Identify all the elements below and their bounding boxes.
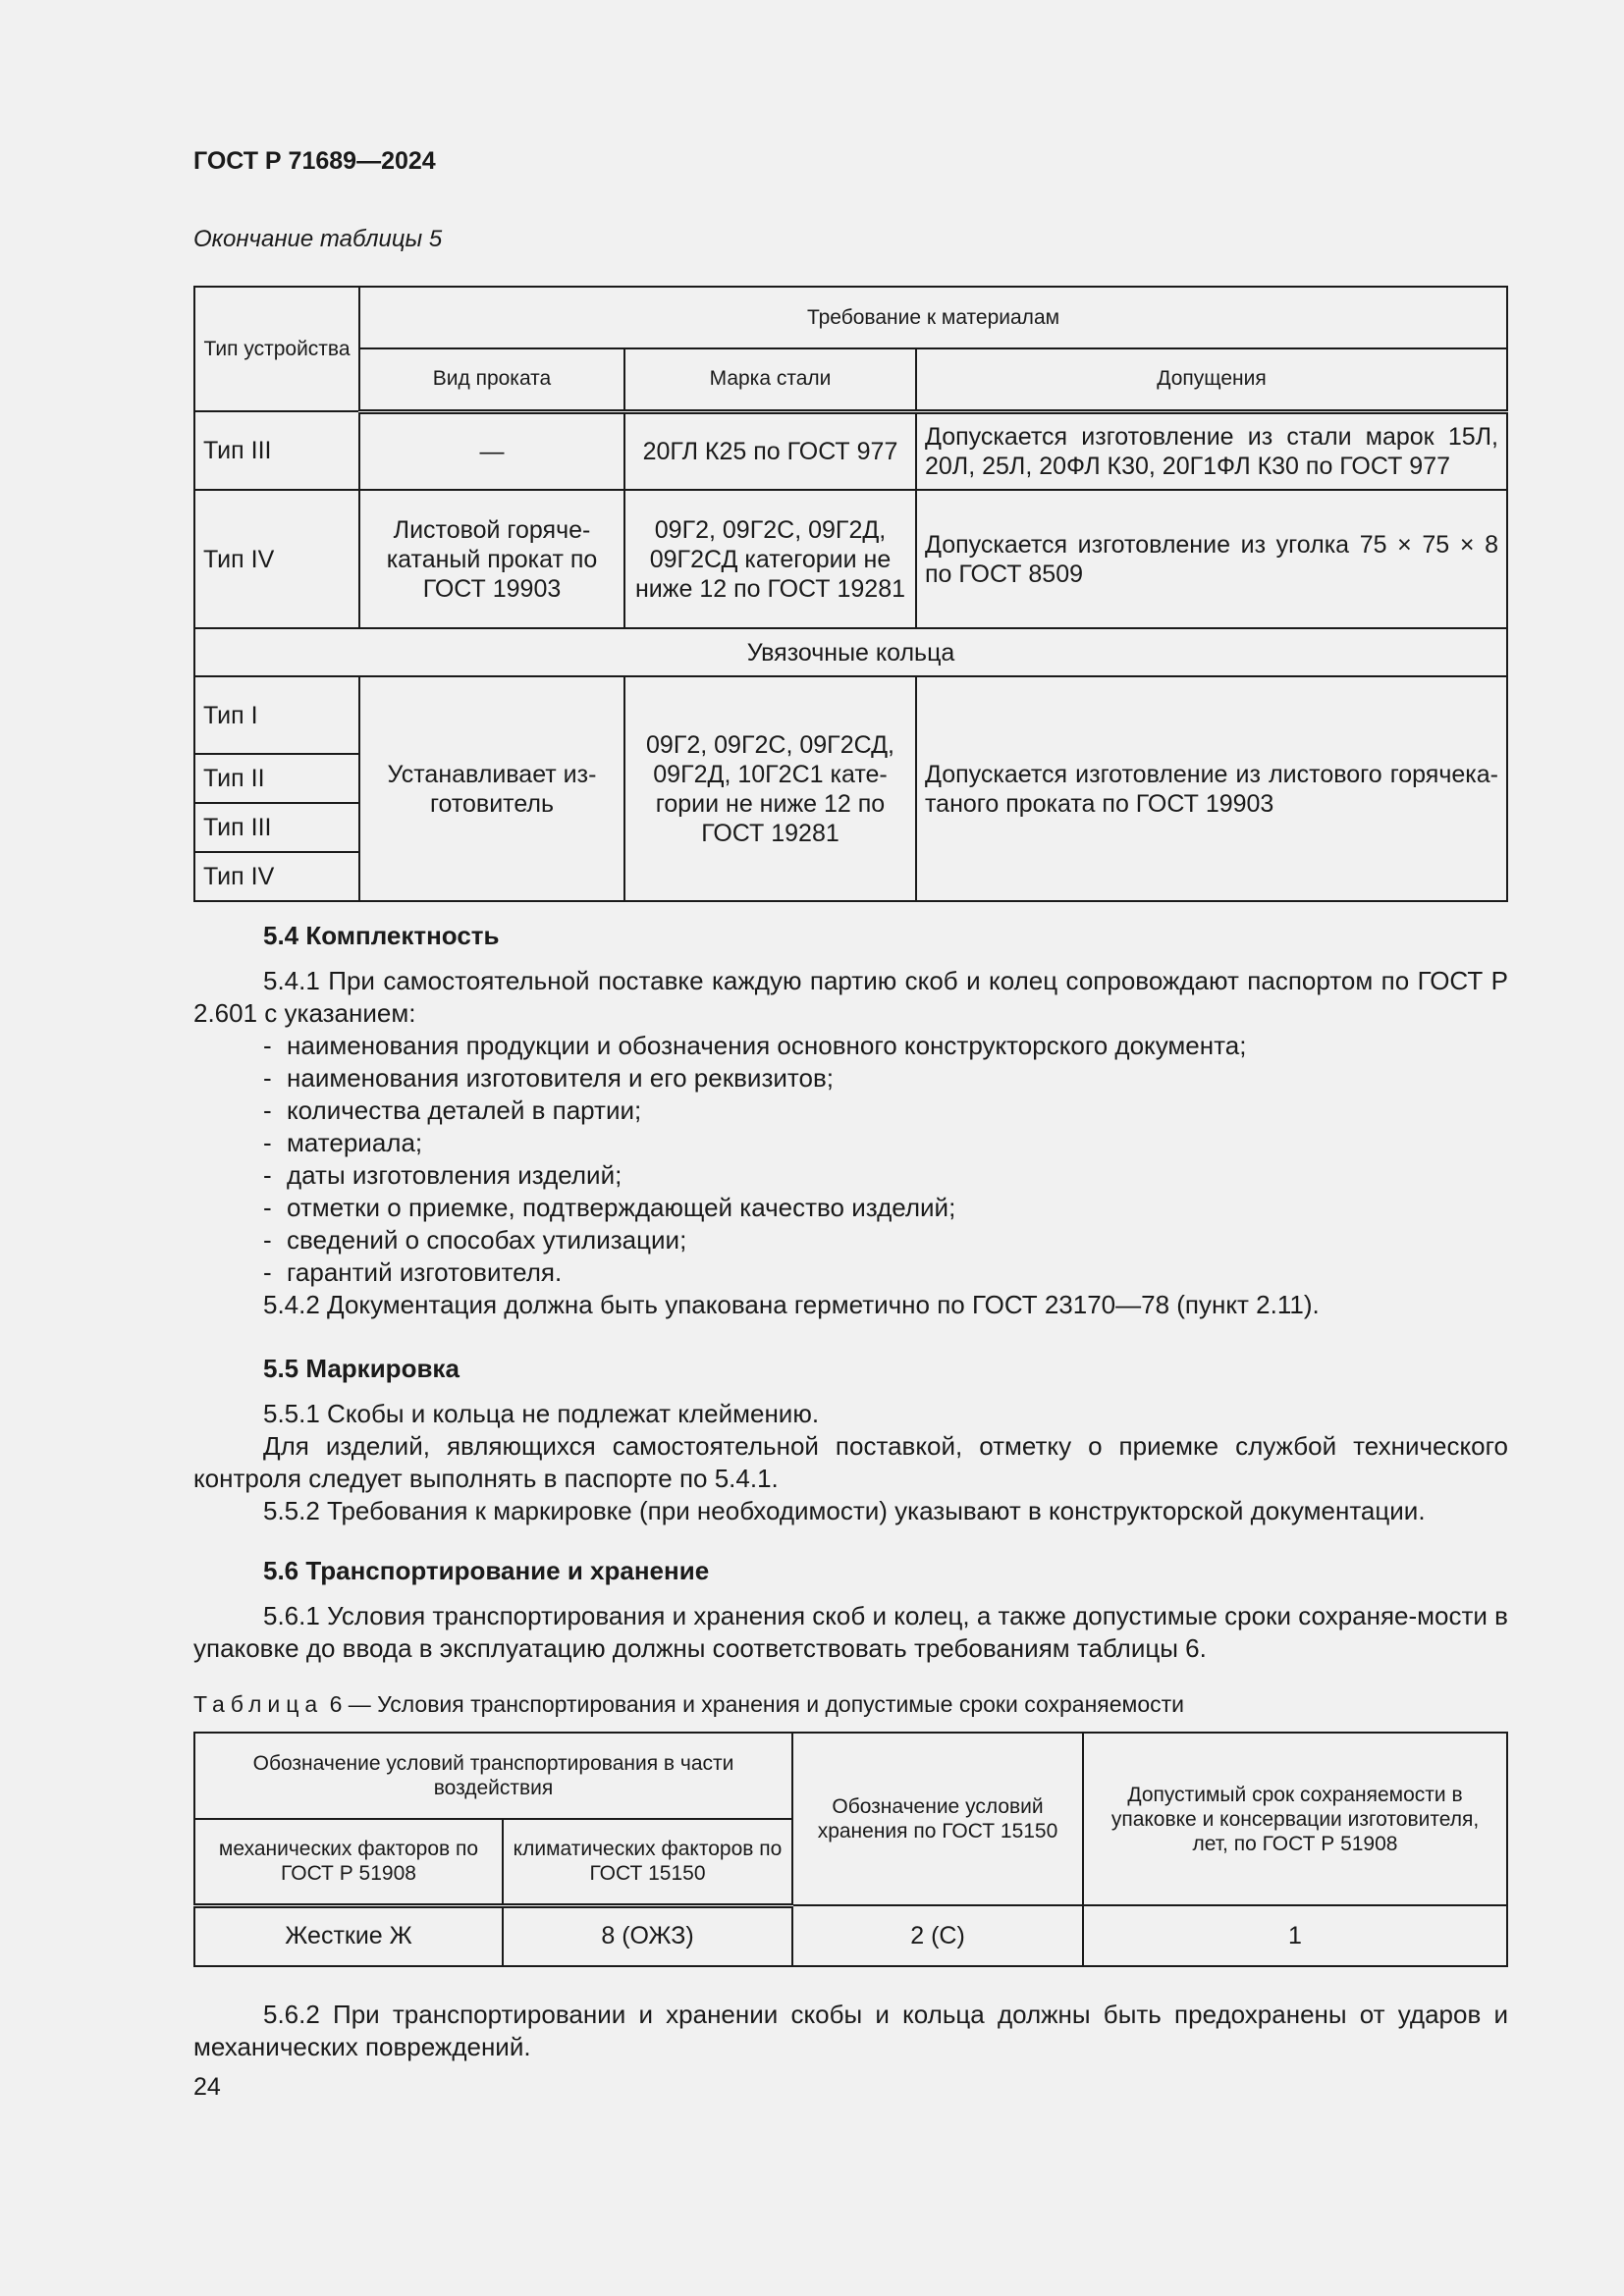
cell-rolled: —: [359, 411, 624, 490]
page-number: 24: [193, 2073, 221, 2101]
header-allowances: Допущения: [916, 348, 1507, 411]
list-item: - отметки о приемке, подтверждающей качество изделий;: [263, 1193, 956, 1222]
cell-type: Тип IV: [194, 490, 359, 628]
table-6: [193, 1732, 1508, 1967]
section-5-6: [193, 1555, 1508, 1665]
section-5-5: [193, 1353, 1508, 1527]
section-title: 5.4 Комплектность: [263, 921, 500, 950]
paragraph: 5.6.2 При транспортировании и хранении скобы и кольца должны быть предохранены от ударов и механических повреждений.: [193, 2000, 1508, 2061]
cell-type: Тип III: [194, 411, 359, 490]
cell-type: Тип I: [194, 676, 359, 754]
list-item: - сведений о способах утилизации;: [263, 1225, 687, 1255]
header-mech: механических факторов по ГОСТ Р 51908: [194, 1819, 503, 1905]
cell-rolled: Листовой горяче-катаный прокат по ГОСТ 19903: [359, 490, 624, 628]
header-requirement: Требование к материалам: [359, 287, 1507, 348]
table-continuation-label: Окончание таблицы 5: [193, 226, 443, 252]
requirements-list: [193, 1030, 1508, 1289]
cell-steel: 20ГЛ К25 по ГОСТ 977: [624, 411, 916, 490]
section-title: 5.6 Транспортирование и хранение: [263, 1556, 710, 1585]
document-code: ГОСТ Р 71689—2024: [193, 147, 436, 175]
cell-steel: 09Г2, 09Г2С, 09Г2Д, 09Г2СД категории не ниже 12 по ГОСТ 19281: [624, 490, 916, 628]
paragraph: 5.4.1 При самостоятельной поставке каждую партию скоб и колец сопровождают паспортом по ГОСТ Р 2.601 с указанием:: [193, 966, 1508, 1028]
cell-allowance: Допускается изготовление из стали марок 15Л, 20Л, 25Л, 20ФЛ К30, 20Г1ФЛ К30 по ГОСТ 977: [916, 411, 1507, 490]
table-5: [193, 286, 1508, 902]
paragraph: Для изделий, являющихся самостоятельной поставкой, отметку о приемке службой технического контроля следует выполнять в паспорте по 5.4.1.: [193, 1431, 1508, 1493]
header-device-type: Тип устройства: [194, 287, 359, 411]
cell-type: Тип III: [194, 803, 359, 852]
cell-type: Тип II: [194, 754, 359, 803]
list-item: - материала;: [263, 1128, 423, 1157]
list-item: - гарантий изготовителя.: [263, 1257, 563, 1287]
paragraph: 5.4.2 Документация должна быть упакована герметично по ГОСТ 23170—78 (пункт 2.11).: [263, 1290, 1320, 1319]
table-row: [194, 1905, 1507, 1966]
paragraph: 5.5.1 Скобы и кольца не подлежат клеймению.: [263, 1399, 820, 1428]
table-row: [194, 490, 1507, 628]
paragraph: 5.6.1 Условия транспортирования и хранения скоб и колец, а также допустимые сроки сохраняе-мости в упаковке до ввода в эксплуатацию должны соответствовать требованиям таблицы 6.: [193, 1601, 1508, 1663]
header-clim: климатических факторов по ГОСТ 15150: [503, 1819, 792, 1905]
cell-allowance: Допускается изготовление из уголка 75 × 75 × 8 по ГОСТ 8509: [916, 490, 1507, 628]
list-item: - количества деталей в партии;: [263, 1095, 642, 1125]
header-rolled: Вид проката: [359, 348, 624, 411]
section-5-6-2: [193, 1999, 1508, 2063]
list-item: - наименования продукции и обозначения основного конструкторского документа;: [263, 1031, 1247, 1060]
header-storage: Обозначение условий хранения по ГОСТ 15150: [792, 1733, 1083, 1905]
list-item: - даты изготовления изделий;: [263, 1160, 623, 1190]
cell-allowance: Допускается изготовление из листового горячека-таного проката по ГОСТ 19903: [916, 676, 1507, 901]
paragraph: 5.5.2 Требования к маркировке (при необходимости) указывают в конструкторской документации.: [263, 1496, 1426, 1525]
table-row: [194, 676, 1507, 754]
cell-term: 1: [1083, 1905, 1507, 1966]
cell-storage: 2 (С): [792, 1905, 1083, 1966]
cell-mech: Жесткие Ж: [194, 1905, 503, 1966]
cell-clim: 8 (ОЖЗ): [503, 1905, 792, 1966]
table-row: [194, 411, 1507, 490]
table-6-caption: Таблица 6 — Условия транспортирования и хранения и допустимые сроки сохраняемости: [193, 1691, 1185, 1717]
cell-steel: 09Г2, 09Г2С, 09Г2СД, 09Г2Д, 10Г2С1 кате-гории не ниже 12 по ГОСТ 19281: [624, 676, 916, 901]
header-steel: Марка стали: [624, 348, 916, 411]
header-transport: Обозначение условий транспортирования в части воздействия: [194, 1733, 792, 1819]
header-term: Допустимый срок сохраняемости в упаковке и консервации изготовителя, лет, по ГОСТ Р 51908: [1083, 1733, 1507, 1905]
cell-type: Тип IV: [194, 852, 359, 901]
section-title: 5.5 Маркировка: [263, 1354, 460, 1383]
cell-rolled: Устанавливает из-готовитель: [359, 676, 624, 901]
section-5-4: [193, 920, 1508, 1321]
section-row-rings: Увязочные кольца: [194, 628, 1507, 676]
list-item: - наименования изготовителя и его реквизитов;: [263, 1063, 834, 1093]
